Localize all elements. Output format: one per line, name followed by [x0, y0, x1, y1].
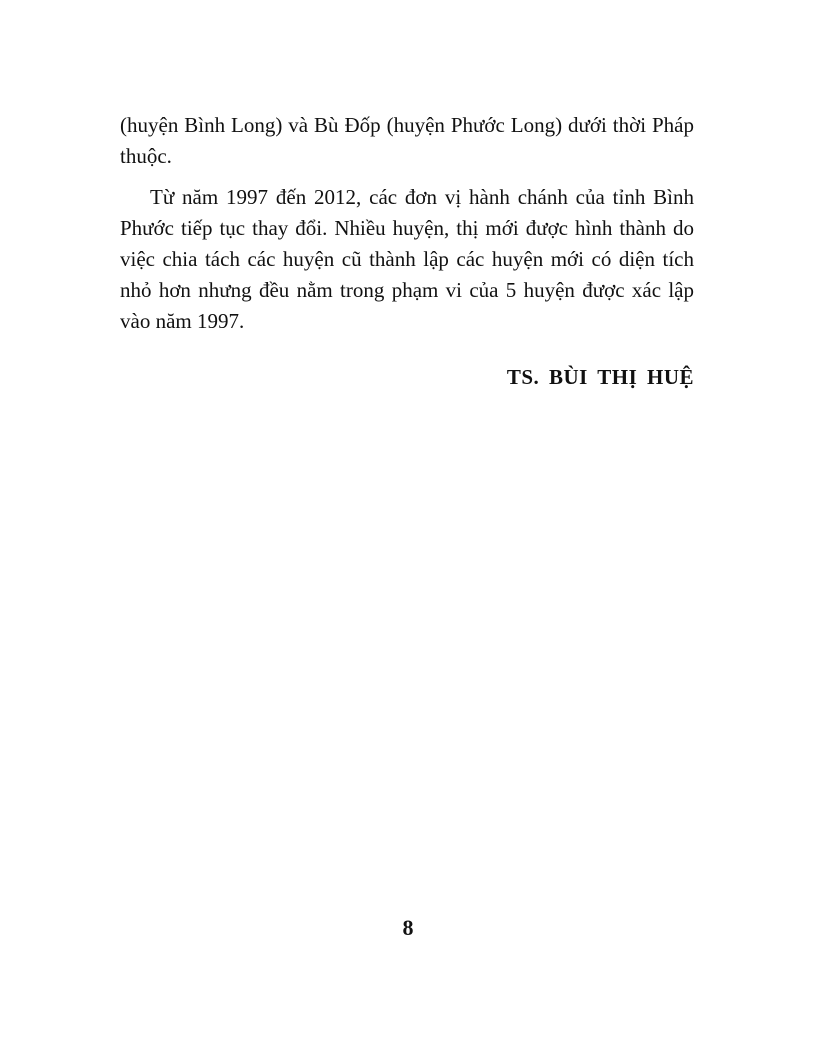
body-text: [120, 110, 694, 337]
paragraph-continuation: (huyện Bình Long) và Bù Đốp (huyện Phước Long) dưới thời Pháp thuộc.: [120, 113, 694, 168]
page-number: 8: [402, 915, 414, 940]
author-signature: TS. BÙI THỊ HUỆ: [506, 365, 694, 389]
paragraph-administrative-changes: Từ năm 1997 đến 2012, các đơn vị hành chánh của tỉnh Bình Phước tiếp tục thay đổi. Nhiều huyện, thị mới được hình thành do việc chia tách các huyện cũ thành lập các huyện mới có diện tích nhỏ hơn nhưng đều nằm trong phạm vi của 5 huyện được xác lập vào năm 1997.: [120, 185, 694, 333]
